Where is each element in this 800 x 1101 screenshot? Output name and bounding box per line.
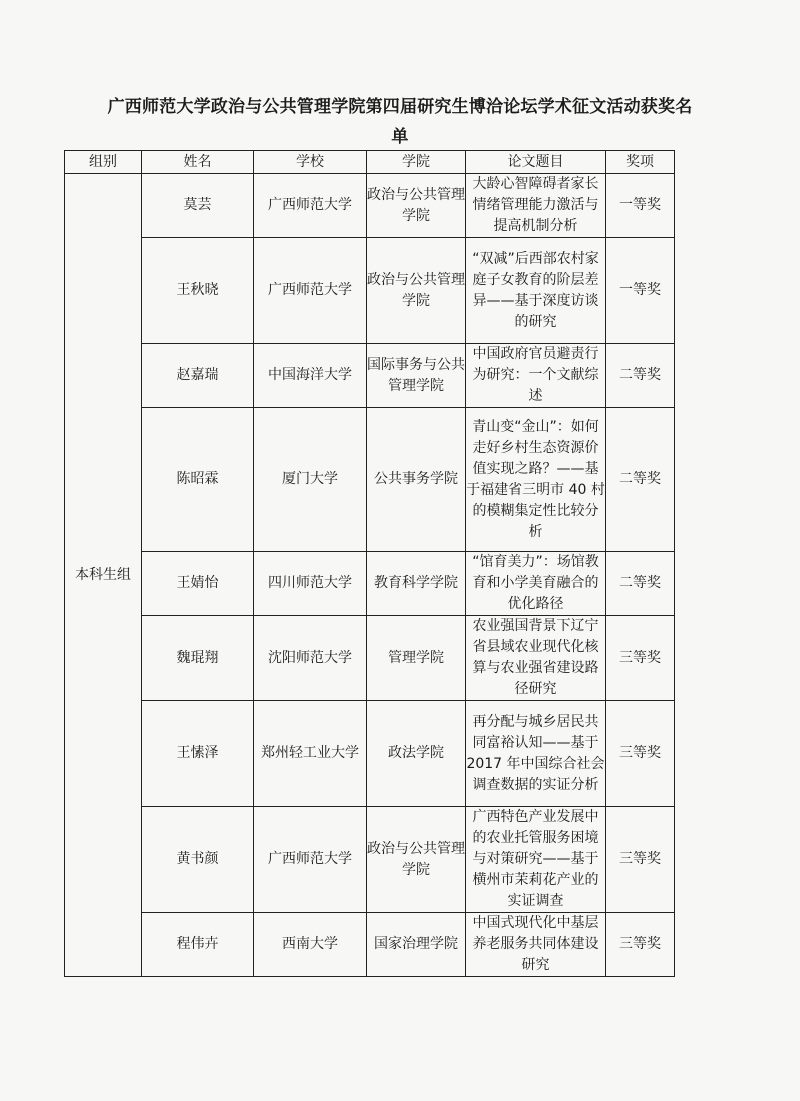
name-cell: 程伟卉: [142, 913, 254, 977]
award-cell: 二等奖: [606, 344, 675, 408]
table-row: [65, 408, 675, 552]
school-cell: 广西师范大学: [254, 238, 367, 344]
college-cell: 政法学院: [367, 701, 466, 807]
table-row: [65, 344, 675, 408]
name-cell: 陈昭霖: [142, 408, 254, 552]
header-award: 奖项: [606, 151, 675, 174]
table-row: [65, 616, 675, 701]
award-cell: 三等奖: [606, 701, 675, 807]
paper-title-cell: 农业强国背景下辽宁省县域农业现代化核算与农业强省建设路径研究: [466, 616, 606, 701]
table-row: [65, 807, 675, 913]
name-cell: 王秋晓: [142, 238, 254, 344]
award-cell: 一等奖: [606, 174, 675, 238]
table-row: [65, 701, 675, 807]
table-header-row: [65, 151, 675, 174]
paper-title-cell: “双减”后西部农村家庭子女教育的阶层差异——基于深度访谈的研究: [466, 238, 606, 344]
header-school: 学校: [254, 151, 367, 174]
college-cell: 政治与公共管理学院: [367, 807, 466, 913]
header-name: 姓名: [142, 151, 254, 174]
table-row: [65, 174, 675, 238]
table-row: [65, 913, 675, 977]
award-cell: 三等奖: [606, 807, 675, 913]
award-cell: 一等奖: [606, 238, 675, 344]
college-cell: 管理学院: [367, 616, 466, 701]
header-group: 组别: [65, 151, 142, 174]
paper-title-cell: “馆育美力”：场馆教育和小学美育融合的优化路径: [466, 552, 606, 616]
school-cell: 厦门大学: [254, 408, 367, 552]
table-row: [65, 238, 675, 344]
name-cell: 黄书颜: [142, 807, 254, 913]
award-cell: 二等奖: [606, 552, 675, 616]
college-cell: 国际事务与公共管理学院: [367, 344, 466, 408]
school-cell: 中国海洋大学: [254, 344, 367, 408]
school-cell: 广西师范大学: [254, 807, 367, 913]
paper-title-cell: 大龄心智障碍者家长情绪管理能力激活与提高机制分析: [466, 174, 606, 238]
college-cell: 教育科学学院: [367, 552, 466, 616]
award-cell: 三等奖: [606, 616, 675, 701]
header-college: 学院: [367, 151, 466, 174]
paper-title-cell: 中国式现代化中基层养老服务共同体建设研究: [466, 913, 606, 977]
college-cell: 公共事务学院: [367, 408, 466, 552]
paper-title-cell: 中国政府官员避责行为研究：一个文献综述: [466, 344, 606, 408]
paper-title-cell: 青山变“金山”：如何走好乡村生态资源价值实现之路？——基于福建省三明市 40 村的模糊集定性比较分析: [466, 408, 606, 552]
award-cell: 二等奖: [606, 408, 675, 552]
name-cell: 王愫泽: [142, 701, 254, 807]
award-table: [64, 150, 675, 977]
name-cell: 莫芸: [142, 174, 254, 238]
name-cell: 王婧怡: [142, 552, 254, 616]
college-cell: 国家治理学院: [367, 913, 466, 977]
award-cell: 三等奖: [606, 913, 675, 977]
school-cell: 沈阳师范大学: [254, 616, 367, 701]
document-title: 广西师范大学政治与公共管理学院第四届研究生博洽论坛学术征文活动获奖名单: [107, 97, 693, 147]
table-row: [65, 552, 675, 616]
school-cell: 郑州轻工业大学: [254, 701, 367, 807]
header-paper-title: 论文题目: [466, 151, 606, 174]
school-cell: 广西师范大学: [254, 174, 367, 238]
name-cell: 赵嘉瑞: [142, 344, 254, 408]
school-cell: 四川师范大学: [254, 552, 367, 616]
group-cell: 本科生组: [65, 174, 142, 977]
name-cell: 魏琨翔: [142, 616, 254, 701]
college-cell: 政治与公共管理学院: [367, 238, 466, 344]
school-cell: 西南大学: [254, 913, 367, 977]
paper-title-cell: 再分配与城乡居民共同富裕认知——基于 2017 年中国综合社会调查数据的实证分析: [466, 701, 606, 807]
paper-title-cell: 广西特色产业发展中的农业托管服务困境与对策研究——基于横州市茉莉花产业的实证调查: [466, 807, 606, 913]
college-cell: 政治与公共管理学院: [367, 174, 466, 238]
